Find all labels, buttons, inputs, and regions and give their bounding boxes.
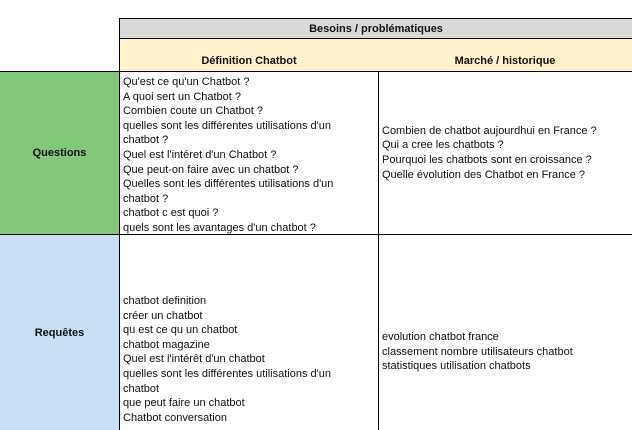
list-item: Pourquoi les chatbots sont en croissance ? xyxy=(382,154,592,166)
list-item: Chatbot conversation xyxy=(123,411,227,424)
list-item: chatbot c est quoi ? xyxy=(123,207,219,220)
questions-marche-cell xyxy=(378,72,632,235)
list-item: Quel est l'intérêt d'un chatbot xyxy=(123,353,265,366)
column-header-definition-label: Définition Chatbot xyxy=(201,55,297,67)
requetes-marche-cell xyxy=(378,235,632,430)
list-item: créer un chatbot xyxy=(123,309,203,322)
list-item: chatbot ? xyxy=(123,192,169,205)
group-header-title: Besoins / problématiques xyxy=(309,22,443,35)
list-item: Qu'est ce qu'un Chatbot ? xyxy=(123,76,250,88)
list-item: Que peut-on faire avec un chatbot ? xyxy=(123,163,299,176)
list-item: statistiques utilisation chatbots xyxy=(382,360,531,373)
list-item: que peut faire un chatbot xyxy=(123,397,245,410)
column-header-marche xyxy=(378,39,632,72)
list-item: chatbot xyxy=(123,382,160,395)
list-item: classement nombre utilisateurs chatbot xyxy=(382,345,573,358)
list-item: quelles sont les différentes utilisations d'un xyxy=(123,119,331,132)
row-header-questions-label: Questions xyxy=(32,147,87,159)
list-item: qu est ce qu un chatbot xyxy=(123,324,238,337)
questions-definition-cell xyxy=(119,72,379,235)
list-item: Qui a cree les chatbots ? xyxy=(382,139,504,152)
row-header-requetes xyxy=(0,235,120,430)
requetes-definition-cell xyxy=(119,235,379,430)
group-header xyxy=(119,18,632,39)
list-item: A quoi sert un Chatbot ? xyxy=(123,90,242,103)
row-header-requetes-label: Requêtes xyxy=(34,326,85,339)
list-item: chatbot definition xyxy=(123,295,207,307)
list-item: evolution chatbot france xyxy=(382,331,499,343)
list-item: Quelles sont les différentes utilisations d'un xyxy=(123,178,334,191)
column-header-marche-label: Marché / historique xyxy=(454,55,556,67)
list-item: Quel est l'intéret d'un Chatbot ? xyxy=(123,148,277,161)
list-item: chatbot magazine xyxy=(123,338,210,351)
list-item: chatbot ? xyxy=(123,134,169,147)
list-item: Combien coute un Chatbot ? xyxy=(123,105,264,118)
list-item: Combien de chatbot aujourdhui en France ? xyxy=(382,124,597,137)
list-item: quelles sont les différentes utilisations d'un xyxy=(123,367,331,380)
row-header-questions xyxy=(0,71,120,235)
column-header-definition xyxy=(119,39,379,72)
list-item: quels sont les avantages d'un chatbot ? xyxy=(123,221,316,234)
list-item: Quelle évolution des Chatbot en France ? xyxy=(382,168,586,181)
